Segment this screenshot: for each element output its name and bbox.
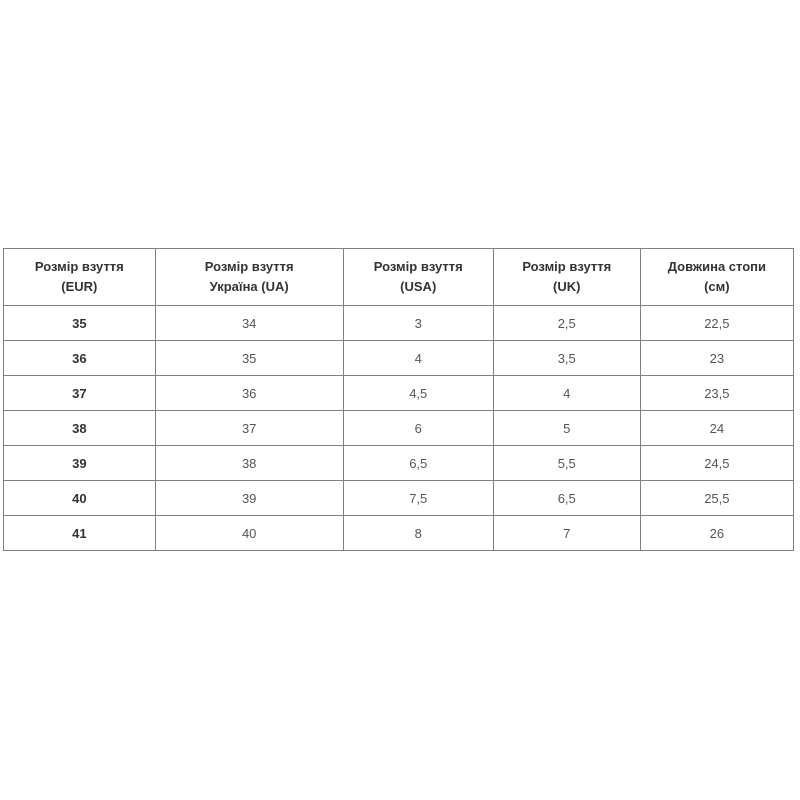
table-cell: 36 <box>155 376 343 411</box>
table-cell: 38 <box>155 446 343 481</box>
table-cell: 5,5 <box>493 446 640 481</box>
table-cell: 7 <box>493 516 640 551</box>
table-cell: 38 <box>4 411 156 446</box>
table-cell: 4,5 <box>343 376 493 411</box>
column-header-line1: Розмір взуття <box>373 259 463 274</box>
table-cell: 40 <box>155 516 343 551</box>
table-cell: 3,5 <box>493 341 640 376</box>
column-header-1 <box>155 249 343 306</box>
table-cell: 7,5 <box>343 481 493 516</box>
column-header-line1: Розмір взуття <box>34 259 124 274</box>
table-cell: 34 <box>155 306 343 341</box>
table-cell: 36 <box>4 341 156 376</box>
table-cell: 6,5 <box>493 481 640 516</box>
table-cell: 37 <box>155 411 343 446</box>
column-header-2 <box>343 249 493 306</box>
column-header-line1: Розмір взуття <box>522 259 612 274</box>
column-header-line2: (USA) <box>400 279 437 294</box>
table-cell: 23 <box>640 341 793 376</box>
column-header-4 <box>640 249 793 306</box>
column-header-line2: (UK) <box>553 279 581 294</box>
table-cell: 3 <box>343 306 493 341</box>
table-header <box>4 249 794 306</box>
size-conversion-table-container <box>3 248 794 551</box>
table-cell: 4 <box>493 376 640 411</box>
table-row <box>4 516 794 551</box>
table-cell: 41 <box>4 516 156 551</box>
table-row <box>4 446 794 481</box>
table-cell: 35 <box>155 341 343 376</box>
column-header-line2: Україна (UA) <box>209 279 289 294</box>
table-cell: 2,5 <box>493 306 640 341</box>
column-header-line1: Розмір взуття <box>204 259 294 274</box>
table-cell: 25,5 <box>640 481 793 516</box>
table-cell: 37 <box>4 376 156 411</box>
table-cell: 22,5 <box>640 306 793 341</box>
table-cell: 24 <box>640 411 793 446</box>
table-body <box>4 306 794 551</box>
table-cell: 23,5 <box>640 376 793 411</box>
table-cell: 35 <box>4 306 156 341</box>
table-cell: 26 <box>640 516 793 551</box>
table-row <box>4 341 794 376</box>
table-cell: 5 <box>493 411 640 446</box>
table-cell: 4 <box>343 341 493 376</box>
table-row <box>4 376 794 411</box>
column-header-line2: (см) <box>704 279 730 294</box>
header-row <box>4 249 794 306</box>
table-row <box>4 306 794 341</box>
table-cell: 6 <box>343 411 493 446</box>
table-cell: 39 <box>4 446 156 481</box>
table-cell: 39 <box>155 481 343 516</box>
table-cell: 40 <box>4 481 156 516</box>
table-row <box>4 481 794 516</box>
table-cell: 6,5 <box>343 446 493 481</box>
size-conversion-table <box>3 248 794 551</box>
table-cell: 24,5 <box>640 446 793 481</box>
column-header-line2: (EUR) <box>61 279 98 294</box>
table-row <box>4 411 794 446</box>
column-header-line1: Довжина стопи <box>667 259 766 274</box>
column-header-0 <box>4 249 156 306</box>
table-cell: 8 <box>343 516 493 551</box>
column-header-3 <box>493 249 640 306</box>
